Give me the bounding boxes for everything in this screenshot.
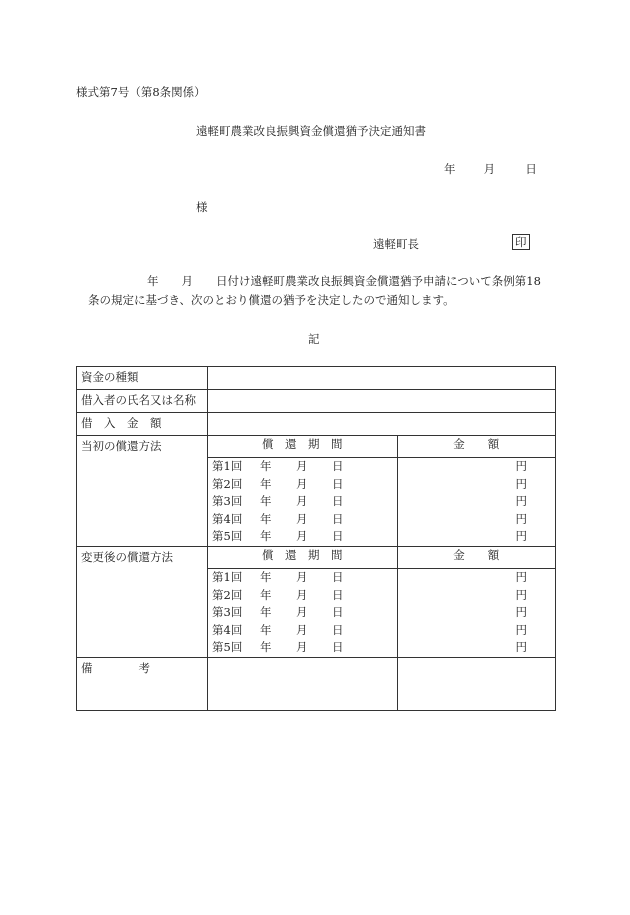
original-row <box>208 528 555 546</box>
installment-amount[interactable] <box>397 476 555 494</box>
document-title: 遠軽町農業改良振興資金償還猶予決定通知書 <box>196 124 426 138</box>
month-unit: 月 <box>296 622 308 637</box>
year-unit: 年 <box>260 587 272 602</box>
seal-mark: 印 <box>512 234 530 250</box>
original-row <box>208 511 555 529</box>
addressee-suffix: 様 <box>196 200 208 214</box>
original-schedule <box>208 436 556 547</box>
ki-heading: 記 <box>308 332 320 346</box>
year-unit: 年 <box>260 459 272 473</box>
date-header <box>444 161 537 177</box>
changed-row <box>208 622 555 640</box>
installment-period[interactable] <box>208 511 397 529</box>
original-row <box>208 458 555 476</box>
installment-period[interactable] <box>208 587 397 605</box>
body-text-line1: 年 月 日付け遠軽町農業改良振興資金償還猶予申請について条例第18 <box>147 274 541 288</box>
date-year: 年 <box>444 162 456 176</box>
month-unit: 月 <box>296 640 308 655</box>
installment-number: 第2回 <box>212 587 243 602</box>
remarks-left[interactable] <box>208 658 397 710</box>
year-unit: 年 <box>260 640 272 655</box>
original-row <box>208 493 555 511</box>
date-month: 月 <box>483 162 496 176</box>
installment-amount[interactable] <box>397 458 555 476</box>
changed-row <box>208 587 555 605</box>
installment-amount[interactable] <box>397 568 555 586</box>
installment-number: 第5回 <box>212 529 243 544</box>
remarks-value <box>208 657 556 710</box>
original-row <box>208 476 555 494</box>
installment-number: 第2回 <box>212 476 243 491</box>
installment-amount[interactable] <box>397 528 555 546</box>
yen-unit: 円 <box>515 511 527 526</box>
changed-row <box>208 604 555 622</box>
day-unit: 日 <box>332 529 344 544</box>
year-unit: 年 <box>260 511 272 526</box>
yen-unit: 円 <box>515 587 527 602</box>
yen-unit: 円 <box>515 605 527 620</box>
installment-amount[interactable] <box>397 639 555 657</box>
month-unit: 月 <box>296 511 308 526</box>
amount-header: 金 額 <box>397 547 555 569</box>
changed-schedule <box>208 546 556 657</box>
remarks-label: 備 考 <box>77 657 208 710</box>
decision-table <box>76 366 556 711</box>
month-unit: 月 <box>296 569 308 584</box>
yen-unit: 円 <box>515 529 527 544</box>
day-unit: 日 <box>332 605 344 620</box>
installment-number: 第4回 <box>212 511 243 526</box>
installment-number: 第1回 <box>212 459 243 473</box>
year-unit: 年 <box>260 622 272 637</box>
borrower-label: 借入者の氏名又は名称 <box>77 390 208 413</box>
year-unit: 年 <box>260 476 272 491</box>
installment-amount[interactable] <box>397 604 555 622</box>
year-unit: 年 <box>260 494 272 509</box>
installment-number: 第5回 <box>212 640 243 655</box>
loan-amount-label: 借 入 金 額 <box>77 413 208 436</box>
installment-period[interactable] <box>208 622 397 640</box>
installment-period[interactable] <box>208 476 397 494</box>
installment-period[interactable] <box>208 604 397 622</box>
changed-method-label: 変更後の償還方法 <box>77 546 208 657</box>
body-text-line2: 条の規定に基づき、次のとおり償還の猶予を決定したので通知します。 <box>88 293 455 307</box>
original-method-label: 当初の償還方法 <box>77 436 208 547</box>
installment-number: 第3回 <box>212 494 243 509</box>
form-number: 様式第7号（第8条関係） <box>76 85 206 99</box>
loan-amount-value[interactable] <box>208 413 556 436</box>
month-unit: 月 <box>296 587 308 602</box>
yen-unit: 円 <box>515 622 527 637</box>
month-unit: 月 <box>296 529 308 544</box>
changed-row <box>208 568 555 586</box>
year-unit: 年 <box>260 605 272 620</box>
installment-amount[interactable] <box>397 511 555 529</box>
yen-unit: 円 <box>515 640 527 655</box>
day-unit: 日 <box>332 640 344 655</box>
day-unit: 日 <box>332 622 344 637</box>
period-header: 償 還 期 間 <box>208 436 397 458</box>
yen-unit: 円 <box>515 459 527 473</box>
remarks-right[interactable] <box>397 658 555 710</box>
day-unit: 日 <box>332 476 344 491</box>
installment-number: 第1回 <box>212 569 243 584</box>
installment-amount[interactable] <box>397 622 555 640</box>
day-unit: 日 <box>332 459 344 473</box>
installment-period[interactable] <box>208 458 397 476</box>
day-unit: 日 <box>332 494 344 509</box>
month-unit: 月 <box>296 605 308 620</box>
installment-amount[interactable] <box>397 493 555 511</box>
changed-row <box>208 639 555 657</box>
day-unit: 日 <box>332 511 344 526</box>
fund-type-label: 資金の種類 <box>77 367 208 390</box>
month-unit: 月 <box>296 476 308 491</box>
year-unit: 年 <box>260 569 272 584</box>
year-unit: 年 <box>260 529 272 544</box>
day-unit: 日 <box>332 587 344 602</box>
issuer-name: 遠軽町長 <box>373 237 419 251</box>
fund-type-value[interactable] <box>208 367 556 390</box>
date-day: 日 <box>525 162 537 176</box>
installment-period[interactable] <box>208 639 397 657</box>
installment-amount[interactable] <box>397 587 555 605</box>
installment-period[interactable] <box>208 493 397 511</box>
installment-period[interactable] <box>208 568 397 586</box>
month-unit: 月 <box>296 459 308 473</box>
yen-unit: 円 <box>515 476 527 491</box>
borrower-value[interactable] <box>208 390 556 413</box>
month-unit: 月 <box>296 494 308 509</box>
yen-unit: 円 <box>515 569 527 584</box>
amount-header: 金 額 <box>397 436 555 458</box>
day-unit: 日 <box>332 569 344 584</box>
installment-number: 第4回 <box>212 622 243 637</box>
yen-unit: 円 <box>515 494 527 509</box>
installment-number: 第3回 <box>212 605 243 620</box>
installment-period[interactable] <box>208 528 397 546</box>
period-header: 償 還 期 間 <box>208 547 397 569</box>
